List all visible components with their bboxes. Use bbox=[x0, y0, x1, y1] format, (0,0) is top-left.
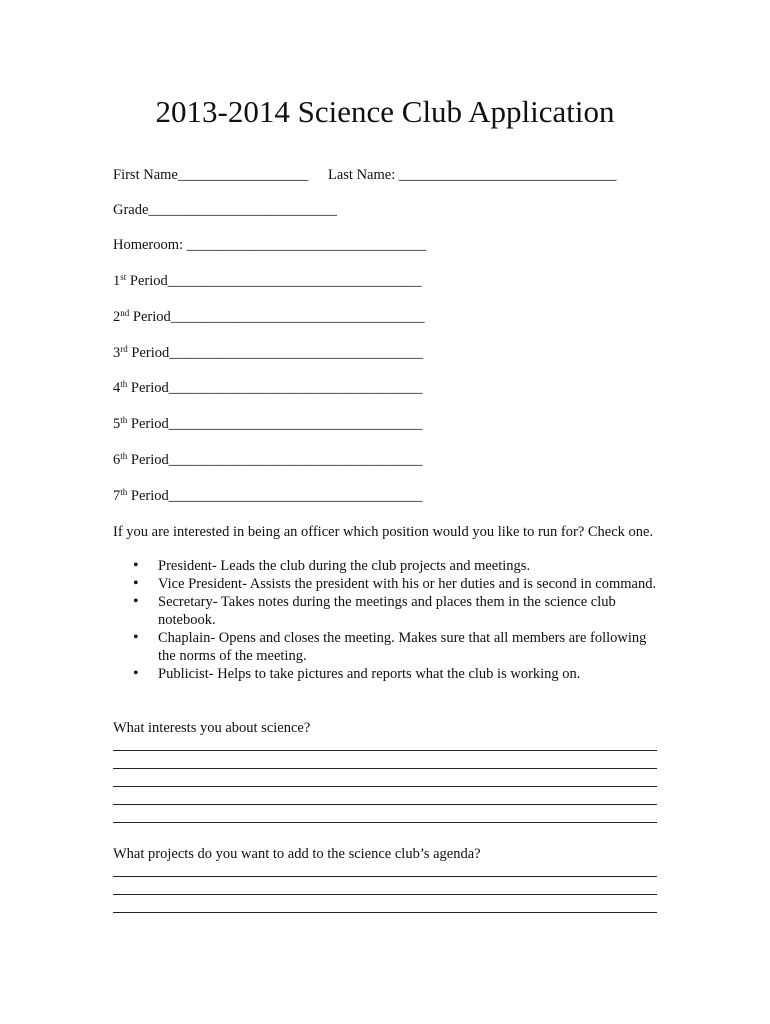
interests-answer-line-4[interactable] bbox=[113, 804, 657, 805]
period-5-field[interactable] bbox=[113, 415, 423, 433]
period-label: Period bbox=[127, 452, 169, 468]
period-suffix: th bbox=[120, 487, 128, 497]
period-label: Period bbox=[129, 309, 171, 325]
interests-question: What interests you about science? bbox=[113, 720, 311, 736]
position-secretary[interactable]: • Secretary- Takes notes during the meetings and places them in the science club notebook. bbox=[113, 593, 658, 629]
period-number: 2 bbox=[113, 309, 121, 325]
last-name-field[interactable]: Last Name: ______________________________ bbox=[328, 167, 617, 183]
interests-answer-line-5[interactable] bbox=[113, 822, 657, 823]
period-label: Period bbox=[126, 273, 168, 289]
period-label: Period bbox=[127, 380, 169, 396]
period-6-field[interactable] bbox=[113, 451, 423, 469]
period-number: 6 bbox=[113, 452, 121, 468]
period-3-field[interactable] bbox=[113, 344, 423, 362]
period-label: Period bbox=[127, 416, 169, 432]
first-name-field[interactable]: First Name__________________ bbox=[113, 167, 309, 183]
period-number: 3 bbox=[113, 345, 121, 361]
period-2-field[interactable] bbox=[113, 308, 424, 326]
period-suffix: th bbox=[120, 415, 128, 425]
page-title: 2013-2014 Science Club Application bbox=[155, 94, 615, 129]
period-number: 1 bbox=[113, 273, 121, 289]
period-1-field[interactable] bbox=[113, 272, 422, 290]
interests-answer-line-1[interactable] bbox=[113, 750, 657, 751]
period-7-field[interactable] bbox=[113, 487, 423, 505]
officer-question: If you are interested in being an officer which position would you like to run for? Check one. bbox=[113, 524, 654, 540]
period-blank: ___________________________________ bbox=[168, 416, 423, 432]
projects-question: What projects do you want to add to the science club’s agenda? bbox=[113, 846, 481, 862]
period-blank: ___________________________________ bbox=[169, 345, 423, 361]
position-publicist[interactable]: • Publicist- Helps to take pictures and reports what the club is working on. bbox=[113, 665, 658, 683]
period-suffix: rd bbox=[120, 344, 128, 354]
period-suffix: th bbox=[120, 379, 128, 389]
position-president[interactable]: • President- Leads the club during the club projects and meetings. bbox=[113, 557, 658, 575]
projects-answer-line-3[interactable] bbox=[113, 912, 657, 913]
position-vice-president[interactable]: • Vice President- Assists the president with his or her duties and is second in command. bbox=[113, 575, 658, 593]
interests-answer-line-2[interactable] bbox=[113, 768, 657, 769]
officer-positions-list bbox=[113, 557, 658, 683]
period-suffix: nd bbox=[120, 308, 130, 318]
period-blank: ___________________________________ bbox=[167, 273, 422, 289]
period-label: Period bbox=[127, 488, 169, 504]
period-label: Period bbox=[127, 345, 170, 361]
grade-field[interactable]: Grade__________________________ bbox=[113, 202, 337, 218]
projects-answer-line-1[interactable] bbox=[113, 876, 657, 877]
interests-answer-line-3[interactable] bbox=[113, 786, 657, 787]
period-blank: ___________________________________ bbox=[170, 309, 425, 325]
period-suffix: st bbox=[120, 272, 127, 282]
period-blank: ___________________________________ bbox=[168, 488, 423, 504]
period-number: 7 bbox=[113, 488, 121, 504]
period-blank: ___________________________________ bbox=[168, 452, 423, 468]
period-number: 5 bbox=[113, 416, 121, 432]
period-blank: ___________________________________ bbox=[168, 380, 423, 396]
homeroom-field[interactable]: Homeroom: _________________________________ bbox=[113, 237, 426, 253]
period-number: 4 bbox=[113, 380, 121, 396]
period-suffix: th bbox=[120, 451, 128, 461]
projects-answer-line-2[interactable] bbox=[113, 894, 657, 895]
period-4-field[interactable] bbox=[113, 379, 423, 397]
position-chaplain[interactable]: • Chaplain- Opens and closes the meeting. Makes sure that all members are following the norms of the meeting. bbox=[113, 629, 658, 665]
